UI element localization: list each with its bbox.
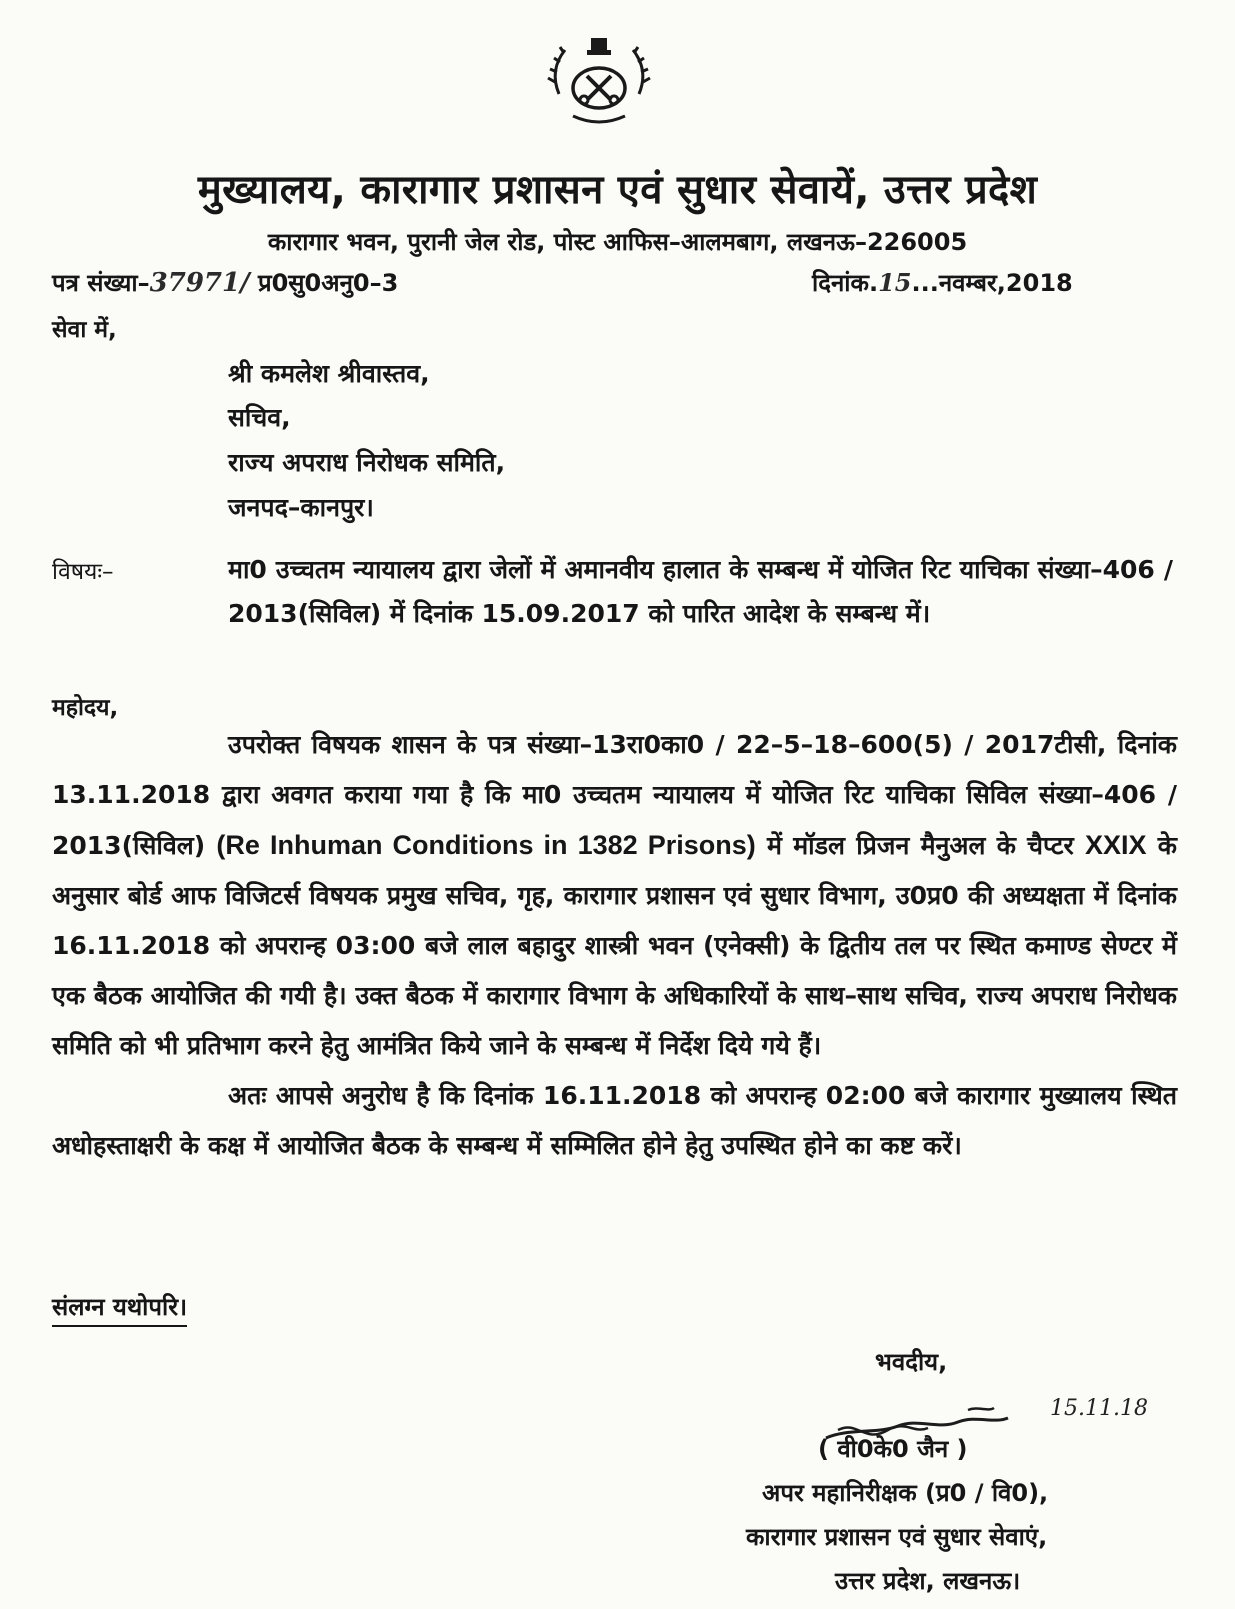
recipient-office: राज्य अपराध निरोधक समिति,: [228, 448, 506, 477]
date-handwritten-day: 15: [878, 268, 912, 297]
recipient-district: जनपद–कानपुर।: [228, 493, 374, 522]
reference-number: [52, 266, 398, 299]
reference-label: पत्र संख्या–: [52, 269, 150, 297]
letter-body: [52, 720, 1177, 1171]
body-paragraph-1: उपरोक्त विषयक शासन के पत्र संख्या–13रा0का0 / 22–5–18–600(5) / 2017टीसी, दिनांक 13.11.2018 द्वारा अवगत कराया गया है कि मा0 उच्चतम न्यायालय में योजित रिट याचिका सिविल संख्या–406 / 2013(सिविल) (Re Inhuman Conditions in 1382 Prisons) में मॉडल प्रिजन मैनुअल के चैप्टर XXIX के अनुसार बोर्ड आफ विजिटर्स विषयक प्रमुख सचिव, गृह, कारागार प्रशासन एवं सुधार विभाग, उ0प्र0 की अध्यक्षता में दिनांक 16.11.2018 को अपरान्ह 03:00 बजे लाल बहादुर शास्त्री भवन (एनेक्सी) के द्वितीय तल पर स्थित कमाण्ड सेण्टर में एक बैठक आयोजित की गयी है। उक्त बैठक में कारागार विभाग के अधिकारियों के साथ–साथ सचिव, राज्य अपराध निरोधक समिति को भी प्रतिभाग करने हेतु आमंत्रित किये जाने के सम्बन्ध में निर्देश दिये गये हैं।: [52, 730, 1177, 1060]
recipient-name: श्री कमलेश श्रीवास्तव,: [228, 359, 430, 388]
chapter-number: XXIX: [1084, 830, 1147, 860]
case-title-english: (Re Inhuman Conditions in 1382 Prisons): [216, 830, 756, 860]
body-paragraph-2: अतः आपसे अनुरोध है कि दिनांक 16.11.2018 को अपरान्ह 02:00 बजे कारागार मुख्यालय स्थित अधोहस्ताक्षरी के कक्ष में आयोजित बैठक के सम्बन्ध में सम्मिलित होने हेतु उपस्थित होने का कष्ट करें।: [52, 1081, 1177, 1160]
signatory-department: कारागार प्रशासन एवं सुधार सेवाएं,: [746, 1523, 1048, 1551]
recipient-designation: सचिव,: [228, 403, 291, 432]
date-month-year: नवम्बर,2018: [938, 269, 1073, 297]
subject-label: विषयः–: [52, 559, 114, 585]
to-label: सेवा में,: [52, 317, 117, 343]
date-label: दिनांक: [812, 269, 869, 297]
signatory-name: ( वी0के0 जैन ): [818, 1435, 968, 1463]
letterhead-address: कारागार भवन, पुरानी जेल रोड, पोस्ट आफिस–आलमबाग, लखनऊ–226005: [267, 228, 968, 256]
salutation: महोदय,: [52, 695, 119, 721]
closing-yours: भवदीय,: [875, 1348, 948, 1376]
letterhead-title: मुख्यालय, कारागार प्रशासन एवं सुधार सेवायें, उत्तर प्रदेश: [197, 167, 1038, 213]
subject-text: मा0 उच्चतम न्यायालय द्वारा जेलों में अमानवीय हालात के सम्बन्ध में योजित रिट याचिका संख्या–406 / 2013(सिविल) में दिनांक 15.09.2017 को पारित आदेश के सम्बन्ध में।: [228, 555, 1173, 628]
letter-date: दिनांक.15...नवम्बर,2018: [812, 268, 1073, 297]
signature-date: 15.11.18: [1050, 1396, 1148, 1421]
enclosure-note: संलग्न यथोपरि।: [52, 1290, 187, 1327]
signatory-location: उत्तर प्रदेश, लखनऊ।: [835, 1567, 1021, 1595]
reference-handwritten-number: 37971/: [149, 268, 250, 298]
signatory-designation: अपर महानिरीक्षक (प्र0 / वि0),: [762, 1479, 1049, 1507]
prisons-emblem-icon: [543, 32, 655, 132]
reference-code: प्र0सु0अनु0–3: [257, 269, 399, 297]
